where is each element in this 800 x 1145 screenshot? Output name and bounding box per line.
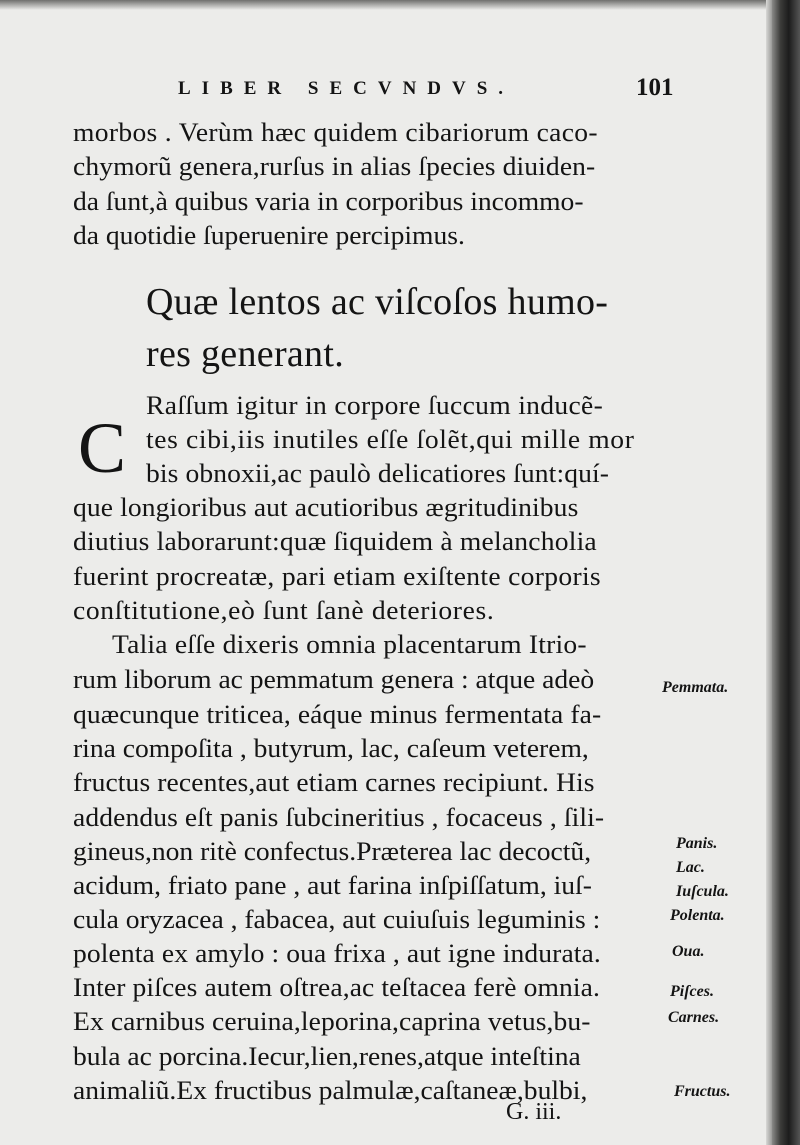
text-line: cula oryzacea , fabacea, aut cuiuſuis leguminis : [73, 905, 601, 934]
text-line: fructus recentes,aut etiam carnes recipiunt. His [73, 768, 595, 797]
running-head [178, 74, 678, 108]
marginal-note: Oua. [672, 943, 705, 960]
text-line: acidum, friato pane , aut farina inſpiſſatum, iuſ- [73, 871, 592, 900]
text-line: Ex carnibus ceruina,leporina,caprina vetus,bu- [73, 1007, 591, 1036]
page-number: 101 [636, 74, 674, 101]
marginal-note: Iuſcula. [676, 883, 729, 900]
marginal-note: Polenta. [670, 907, 725, 924]
text-line: animaliũ.Ex fructibus palmulæ,caſtaneæ,bulbi, [73, 1076, 588, 1105]
text-line: quæcunque triticea, eáque minus fermentata fa- [73, 700, 602, 729]
text-line: gineus,non ritè confectus.Præterea lac decoctũ, [73, 837, 592, 866]
text-line: chymorũ genera,rurſus in alias ſpecies diuiden- [73, 152, 596, 181]
section-heading-line: Quæ lentos ac viſcoſos humo- [146, 281, 609, 323]
drop-cap: C [78, 408, 127, 488]
text-line: polenta ex amylo : oua frixa , aut igne indurata. [73, 939, 601, 968]
page-top-shadow [0, 0, 772, 10]
text-line: da quotidie ſuperuenire percipimus. [73, 221, 465, 250]
marginal-note: Pemmata. [662, 679, 729, 696]
marginal-note: Carnes. [668, 1009, 720, 1026]
marginal-note: Lac. [676, 859, 705, 876]
text-line: bis obnoxii,ac paulò delicatiores ſunt:quí- [146, 459, 610, 488]
marginal-note: Piſces. [670, 983, 714, 1000]
text-line: fuerint procreatæ, pari etiam exiſtente corporis [73, 562, 601, 591]
signature-mark: G. iii. [506, 1099, 562, 1125]
text-line: morbos . Verùm hæc quidem cibariorum caco- [73, 118, 598, 147]
text-line: rum liborum ac pemmatum genera : atque adeò [73, 665, 595, 694]
text-line: rina compoſita , butyrum, lac, caſeum veterem, [73, 734, 589, 763]
text-line: Talia eſſe dixeris omnia placentarum Itrio- [112, 630, 587, 659]
text-line: conſtitutione,eò ſunt ſanè deteriores. [73, 596, 495, 625]
text-line: addendus eſt panis ſubcineritius , focaceus , ſili- [73, 803, 605, 832]
marginal-note: Panis. [676, 835, 718, 852]
text-line: que longioribus aut acutioribus ægritudinibus [73, 493, 579, 522]
text-line: Raſſum igitur in corpore ſuccum inducẽ- [146, 391, 604, 420]
text-line: Inter piſces autem oſtrea,ac teſtacea ferè omnia. [73, 973, 601, 1002]
book-binding-gutter [772, 0, 800, 1145]
text-line: tes cibi,iis inutiles eſſe ſolẽt,qui mille mor [146, 425, 635, 454]
text-line: bula ac porcina.Iecur,lien,renes,atque inteſtina [73, 1042, 581, 1071]
section-heading-line: res generant. [146, 333, 345, 375]
text-line: da ſunt,à quibus varia in corporibus incommo- [73, 187, 584, 216]
running-head-title: LIBER SECVNDVS. [178, 78, 515, 99]
text-line: diutius laborarunt:quæ ſiquidem à melancholia [73, 527, 597, 556]
marginal-note: Fructus. [674, 1083, 731, 1100]
